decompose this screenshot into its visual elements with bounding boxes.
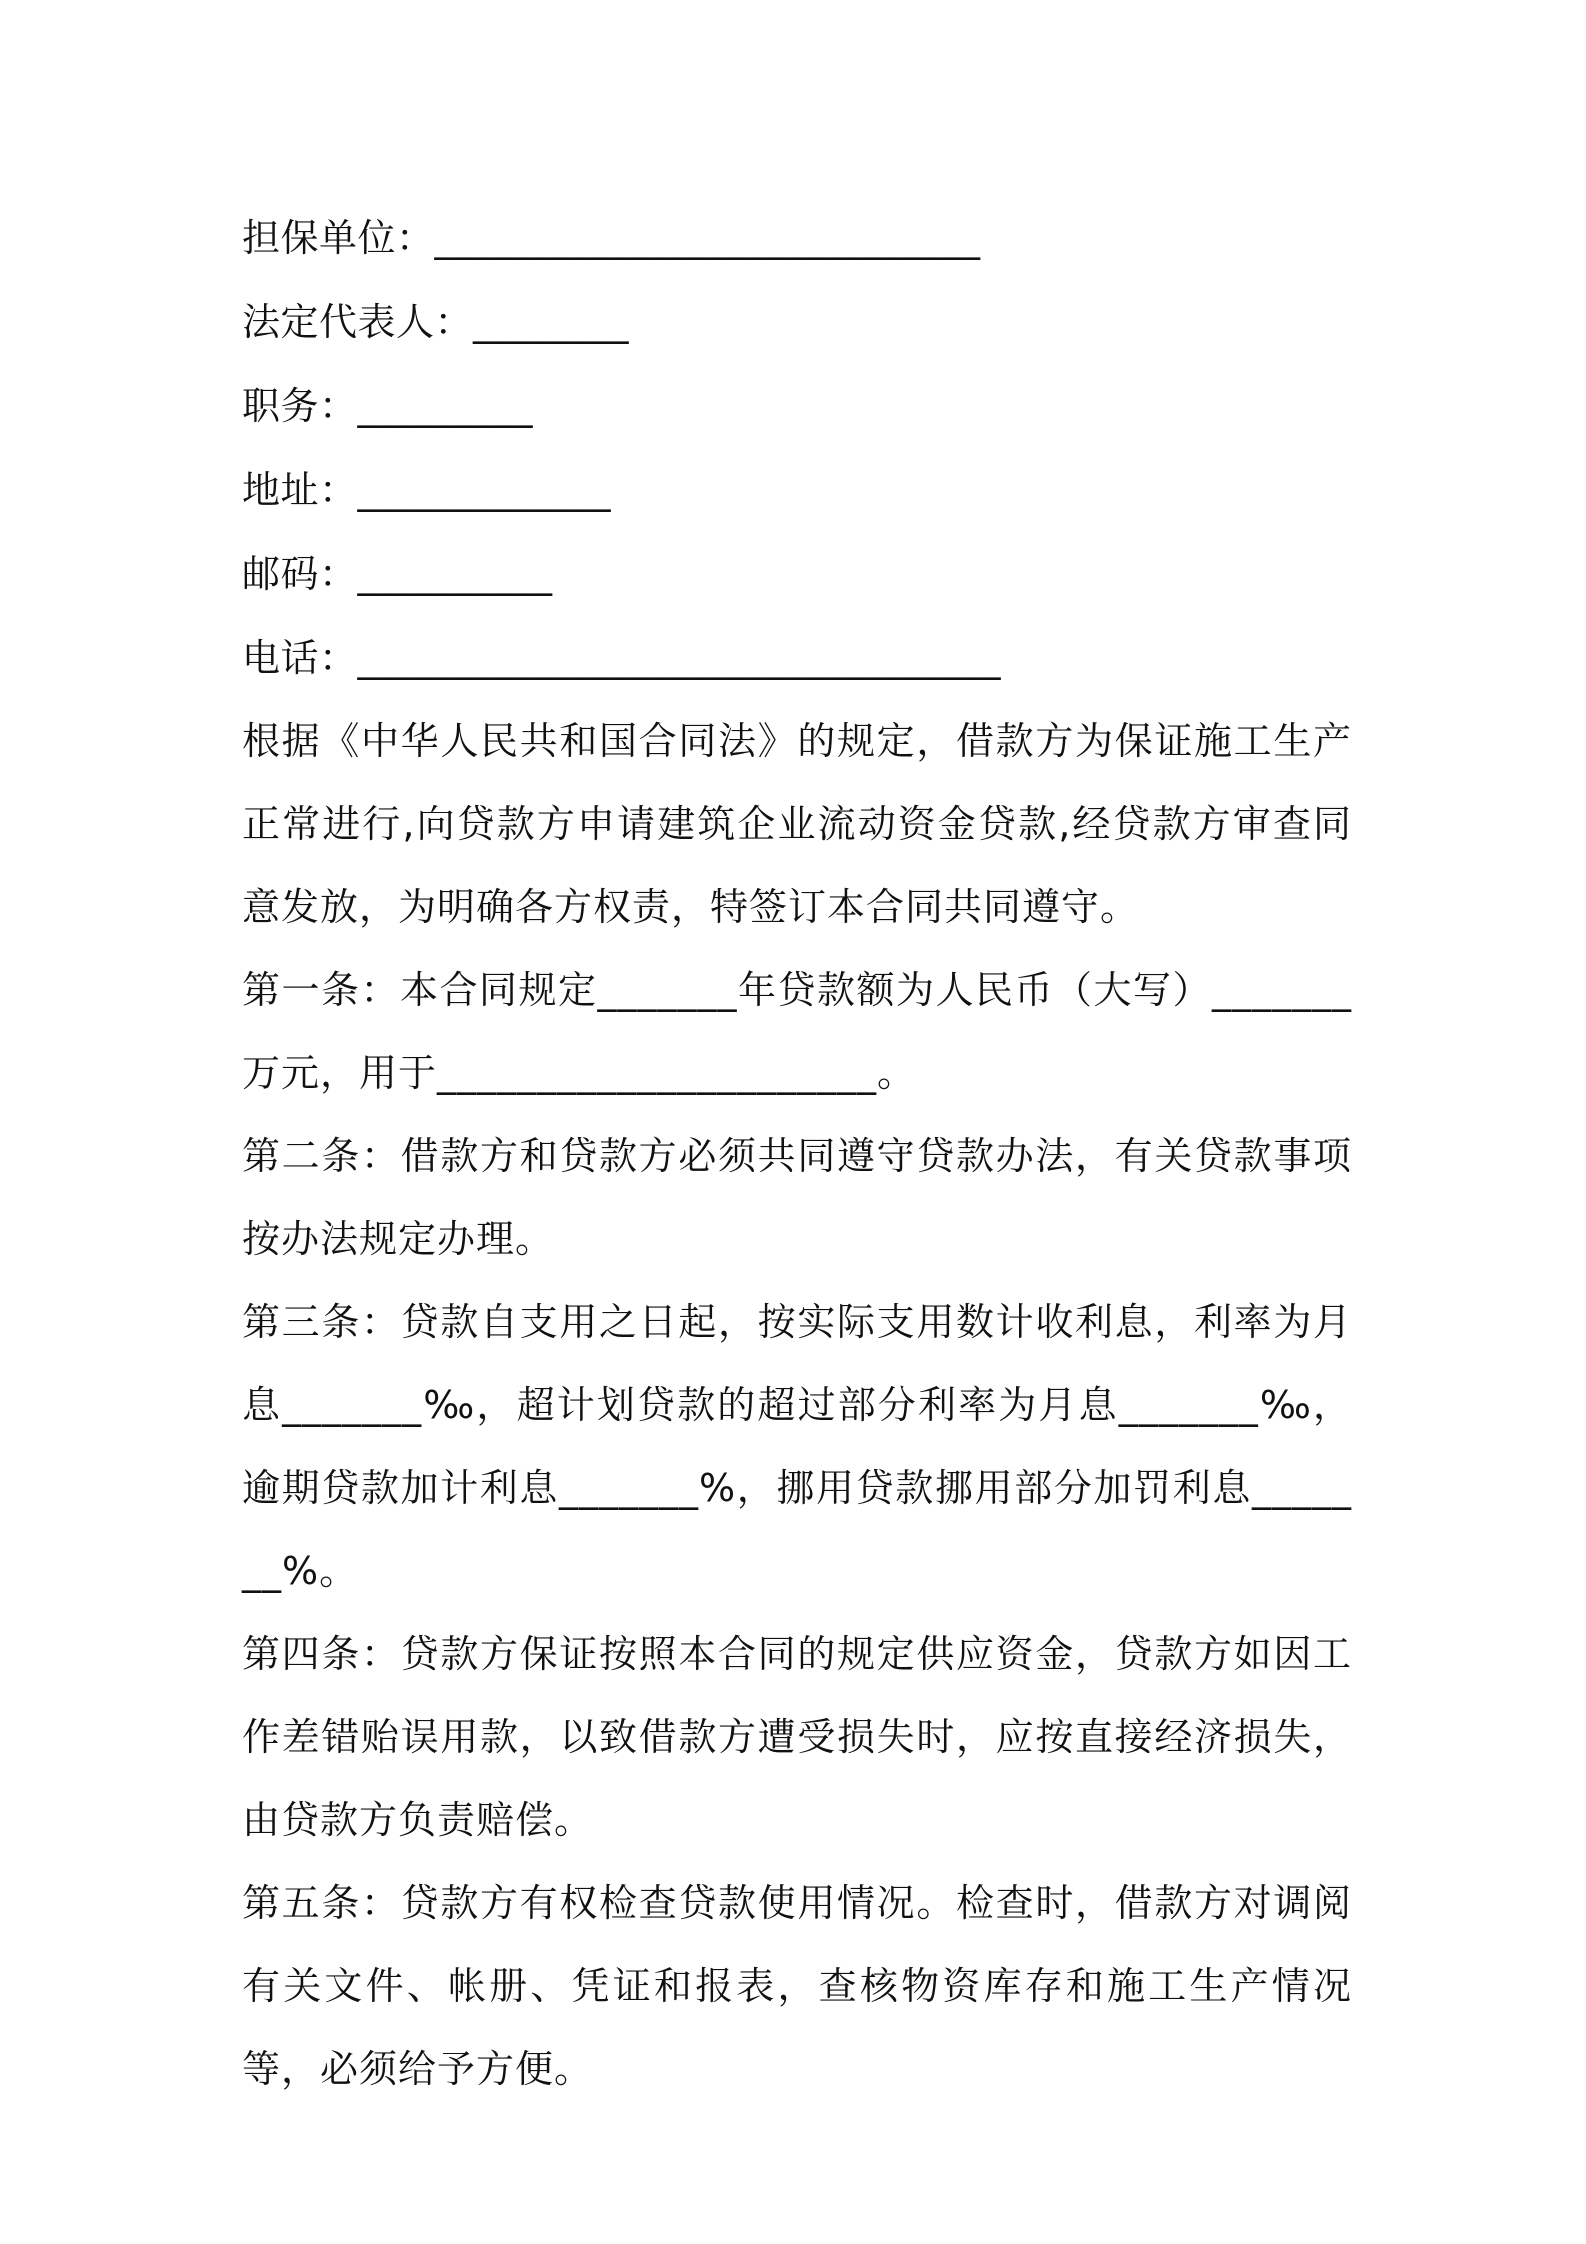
legal-representative-field: 法定代表人：________	[242, 300, 630, 344]
position-field: 职务：_________	[242, 384, 534, 428]
article-3: 第三条：贷款自支用之日起，按实际支用数计收利息，利率为月息_______‰，超计划贷款的超过部分利率为月息_______‰，逾期贷款加计利息_______%，挪用贷款挪用部分加罚利息_______%。	[242, 1300, 1352, 1593]
article-5: 第五条：贷款方有权检查贷款使用情况。检查时，借款方对调阅有关文件、帐册、凭证和报表，查核物资库存和施工生产情况等，必须给予方便。	[242, 1881, 1352, 2091]
address-field: 地址：_____________	[242, 468, 612, 512]
postal-code-field: 邮码：__________	[242, 552, 553, 596]
preamble-paragraph: 根据《中华人民共和国合同法》的规定，借款方为保证施工生产正常进行,向贷款方申请建筑企业流动资金贷款,经贷款方审查同意发放，为明确各方权责，特签订本合同共同遵守。	[242, 719, 1352, 929]
article-1: 第一条：本合同规定_______年贷款额为人民币（大写）_______万元，用于______________________。	[242, 968, 1352, 1095]
contract-body	[242, 196, 1352, 2111]
article-2: 第二条：借款方和贷款方必须共同遵守贷款办法，有关贷款事项按办法规定办理。	[242, 1134, 1352, 1261]
phone-field: 电话：_________________________________	[242, 636, 1002, 680]
article-4: 第四条：贷款方保证按照本合同的规定供应资金，贷款方如因工作差错贻误用款，以致借款方遭受损失时，应按直接经济损失，由贷款方负责赔偿。	[242, 1632, 1352, 1842]
guarantor-unit-field: 担保单位：____________________________	[242, 216, 981, 260]
